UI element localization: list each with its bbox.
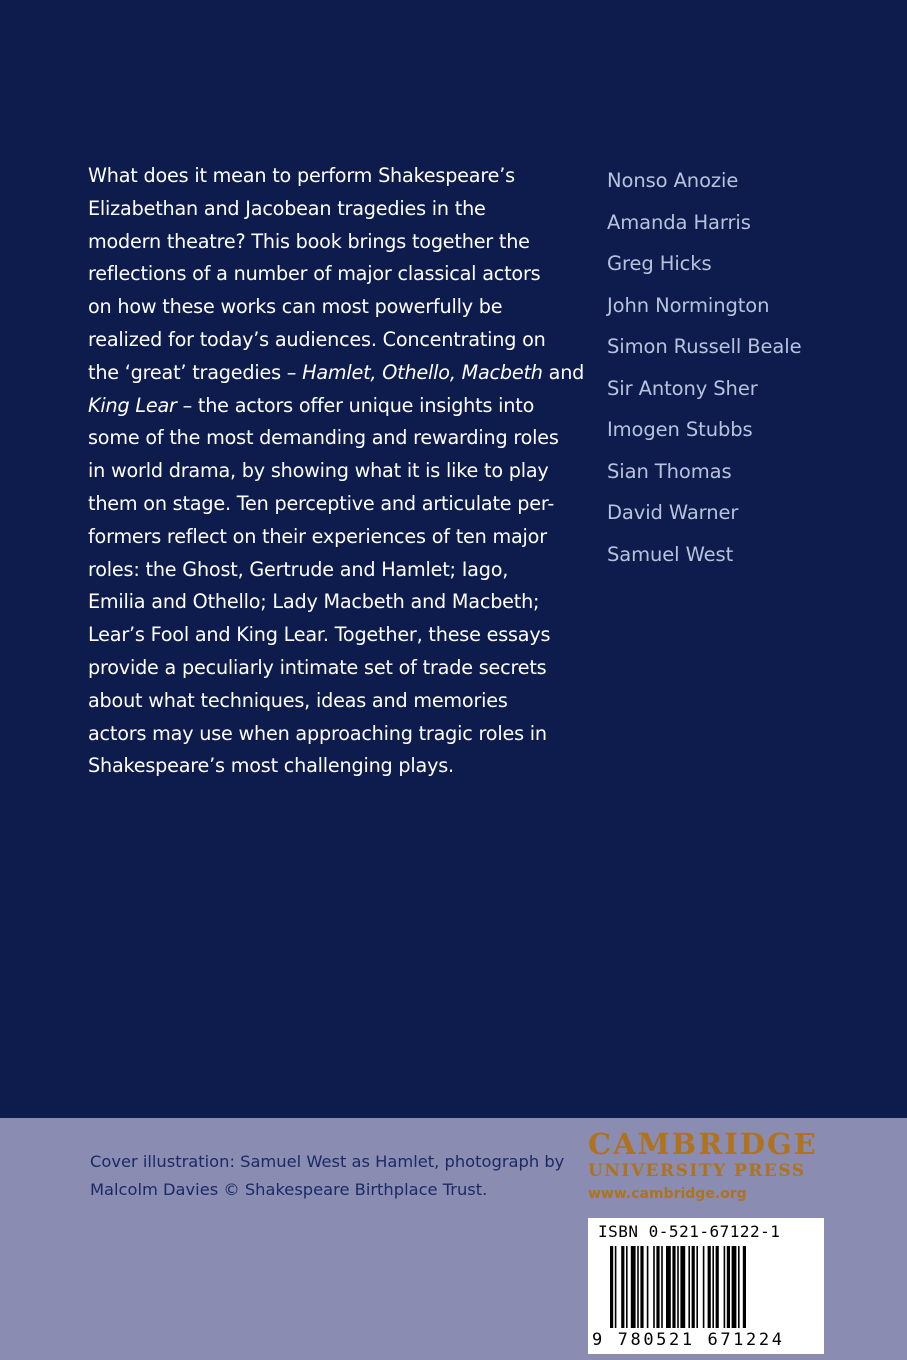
barcode-bar [621, 1246, 624, 1328]
blurb-line: realized for today’s audiences. Concentrating on [88, 327, 546, 351]
blurb-line: roles: the Ghost, Gertrude and Hamlet; Iago, [88, 557, 509, 581]
barcode-bar [610, 1246, 613, 1328]
barcode-bar [708, 1246, 711, 1328]
publisher-url: www.cambridge.org [588, 1186, 747, 1202]
play-titles: Hamlet, Othello, Macbeth [302, 360, 543, 384]
contributor-name: Nonso Anozie [607, 169, 739, 192]
barcode-bar [637, 1246, 639, 1328]
blurb-line: What does it mean to perform Shakespeare’s [88, 164, 515, 187]
contributor-name: David Warner [607, 501, 739, 524]
blurb-segment: – the actors offer unique insights into [182, 393, 535, 417]
barcode-bar [647, 1246, 649, 1328]
publisher-logo [588, 1128, 828, 1204]
publisher-press: UNIVERSITY PRESS [588, 1161, 806, 1181]
barcode-digits: 9 780521 671224 [592, 1330, 785, 1350]
cover-credit [90, 1148, 570, 1204]
barcode-bar [738, 1246, 740, 1328]
blurb-line: actors may use when approaching tragic roles in [88, 721, 547, 745]
blurb-line: in world drama, by showing what it is like to play [88, 459, 549, 483]
barcode-bar [703, 1246, 705, 1328]
blurb-line: provide a peculiarly intimate set of trade secrets [88, 655, 547, 679]
blurb-line: Shakespeare’s most challenging plays. [88, 754, 454, 778]
barcode-bars [610, 1246, 804, 1328]
barcode-bar [716, 1246, 719, 1328]
credit-line: Cover illustration: Samuel West as Hamlet, photograph by [90, 1152, 565, 1171]
isbn-barcode [588, 1218, 824, 1354]
barcode-bar [672, 1246, 675, 1328]
blurb-line [88, 390, 578, 423]
barcode-bar [688, 1246, 690, 1328]
contributor-name: Imogen Stubbs [607, 418, 753, 441]
barcode-bar [732, 1246, 737, 1328]
barcode-bar [692, 1246, 695, 1328]
contributor-name: Greg Hicks [607, 252, 712, 275]
blurb-segment: and [548, 360, 585, 384]
blurb-line: reflections of a number of major classical actors [88, 262, 541, 286]
blurb-line: them on stage. Ten perceptive and articulate per- [88, 491, 555, 515]
blurb-line: about what techniques, ideas and memories [88, 688, 508, 712]
barcode-bar [743, 1246, 746, 1328]
publisher-name: CAMBRIDGE [588, 1127, 818, 1161]
barcode-bar [666, 1246, 671, 1328]
play-title-king-lear: King Lear [88, 393, 177, 417]
contributor-name: Simon Russell Beale [607, 335, 802, 358]
barcode-bar [677, 1246, 679, 1328]
barcode-bar [727, 1246, 730, 1328]
barcode-bar [724, 1246, 726, 1328]
blurb-line: on how these works can most powerfully be [88, 295, 503, 319]
credit-line: Malcolm Davies © Shakespeare Birthplace Trust. [90, 1180, 488, 1199]
contributor-name: Sian Thomas [607, 459, 732, 483]
barcode-bar [626, 1246, 628, 1328]
barcode-bar [712, 1246, 714, 1328]
isbn-label: ISBN 0-521-67122-1 [598, 1222, 781, 1241]
barcode-bar [696, 1246, 698, 1328]
blurb-line: Emilia and Othello; Lady Macbeth and Macbeth; [88, 590, 540, 614]
barcode-bar [640, 1246, 643, 1328]
barcode-bar [615, 1246, 617, 1328]
contributor-name: Samuel West [607, 542, 734, 566]
barcode-bar [656, 1246, 659, 1328]
blurb-segment: the ‘great’ tragedies – [88, 360, 297, 384]
barcode-bar [680, 1246, 685, 1328]
blurb-text [88, 160, 585, 783]
contributor-name: Amanda Harris [607, 210, 751, 234]
blurb-line: Lear’s Fool and King Lear. Together, these essays [88, 623, 551, 647]
contributor-list [607, 160, 802, 575]
barcode-bar [631, 1246, 636, 1328]
blurb-line: Elizabethan and Jacobean tragedies in the [88, 196, 486, 220]
blurb-line: some of the most demanding and rewarding roles [88, 426, 559, 450]
barcode-bar [661, 1246, 663, 1328]
blurb-line [88, 357, 585, 390]
blurb-line: formers reflect on their experiences of ten major [88, 524, 547, 548]
contributor-name: Sir Antony Sher [607, 376, 758, 400]
contributor-name: John Normington [607, 293, 770, 317]
barcode-bar [653, 1246, 655, 1328]
blurb-line: modern theatre? This book brings together the [88, 229, 530, 253]
